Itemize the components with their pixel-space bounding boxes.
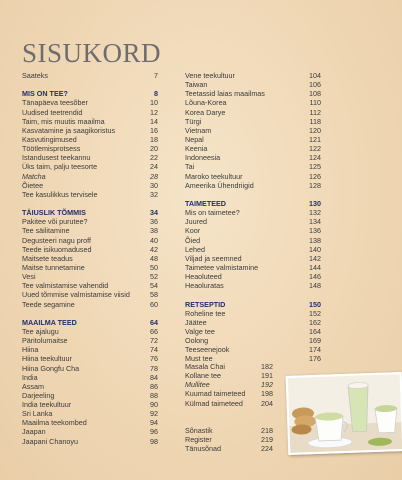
toc-entry-label: MAAILMA TEED xyxy=(22,317,77,327)
toc-entry-label: Jaapani Chanoyu xyxy=(22,436,78,446)
toc-entry-label: Uudised teetrendid xyxy=(22,107,83,117)
toc-entry-label: Roheline tee xyxy=(185,308,226,318)
toc-entry-label: Türgi xyxy=(185,116,202,126)
toc-entry-label: Saateks xyxy=(22,71,48,80)
toc-entry-page: 104 xyxy=(309,71,321,80)
toc-section-header[interactable] xyxy=(22,318,158,327)
matcha-drinks-photo xyxy=(286,372,402,455)
toc-entry-label: Mis on taimetee? xyxy=(185,208,240,218)
toc-entry-page: 92 xyxy=(150,409,158,419)
spacer xyxy=(22,80,158,89)
toc-entry-page: 90 xyxy=(150,400,158,410)
toc-entry-page: 66 xyxy=(150,326,158,336)
toc-entry[interactable] xyxy=(185,236,321,245)
toc-entry-page: 128 xyxy=(309,180,321,190)
toc-entry[interactable] xyxy=(185,126,321,135)
toc-entry-label: Teeseenejook xyxy=(185,345,230,355)
toc-entry[interactable] xyxy=(22,172,158,181)
toc-entry[interactable] xyxy=(185,172,321,181)
toc-entry[interactable] xyxy=(185,444,273,453)
toc-entry-page: 7 xyxy=(154,71,158,80)
toc-entry-page: 169 xyxy=(309,336,321,346)
toc-entry-page: 138 xyxy=(309,235,321,245)
toc-entry-page: 28 xyxy=(150,171,158,181)
toc-entry-label: Taimetee valmistamine xyxy=(185,262,259,272)
toc-entry-page: 182 xyxy=(261,362,273,371)
toc-entry-label: Pakitee või purutee? xyxy=(22,217,88,227)
toc-entry[interactable] xyxy=(22,126,158,135)
toc-column-right xyxy=(185,71,321,364)
toc-entry-page: 98 xyxy=(150,436,158,446)
toc-entry-label: Juured xyxy=(185,217,207,227)
toc-entry-page: 122 xyxy=(309,144,321,154)
spacer xyxy=(185,290,321,299)
toc-entry-page: 110 xyxy=(309,98,321,108)
toc-entry-page: 18 xyxy=(150,134,158,144)
toc-entry-label: Jäätee xyxy=(185,317,207,327)
toc-entry-page: 86 xyxy=(150,381,158,391)
toc-entry-page: 136 xyxy=(309,226,321,236)
toc-entry[interactable] xyxy=(185,245,321,254)
toc-entry-page: 20 xyxy=(150,144,158,154)
toc-entry[interactable] xyxy=(185,362,273,371)
toc-entry-label: Taim, mis muutis maailma xyxy=(22,116,105,126)
toc-entry[interactable] xyxy=(185,336,321,345)
toc-entry[interactable] xyxy=(22,300,158,309)
toc-entry-label: Tänusõnad xyxy=(185,444,221,454)
toc-entry[interactable] xyxy=(185,181,321,190)
toc-entry-label: Sri Lanka xyxy=(22,409,53,419)
toc-entry[interactable] xyxy=(22,217,158,226)
toc-entry-label: Keenia xyxy=(185,144,208,154)
toc-entry[interactable] xyxy=(185,327,321,336)
toc-entry[interactable] xyxy=(185,144,321,153)
toc-entry-page: 162 xyxy=(309,317,321,327)
toc-section-header[interactable] xyxy=(185,300,321,309)
toc-entry[interactable] xyxy=(22,245,158,254)
toc-entry[interactable] xyxy=(22,254,158,263)
toc-entry[interactable] xyxy=(22,98,158,107)
toc-section-header[interactable] xyxy=(185,199,321,208)
toc-entry-page: 78 xyxy=(150,363,158,373)
toc-section-header[interactable] xyxy=(22,89,158,98)
toc-entry[interactable] xyxy=(185,98,321,107)
toc-entry-label: Indoneesia xyxy=(185,153,221,163)
toc-entry-page: 40 xyxy=(150,235,158,245)
toc-entry-label: Matcha xyxy=(22,171,46,181)
toc-entry-page: 74 xyxy=(150,345,158,355)
toc-entry-label: Maailma teekombed xyxy=(22,418,87,428)
toc-entry[interactable] xyxy=(185,254,321,263)
toc-entry-page: 22 xyxy=(150,153,158,163)
toc-entry-label: Valge tee xyxy=(185,326,215,336)
toc-entry-page: 60 xyxy=(150,299,158,309)
toc-entry-page: 52 xyxy=(150,272,158,282)
page-title: SISUKORD xyxy=(22,38,162,68)
toc-entry-page: 96 xyxy=(150,427,158,437)
toc-entry-label: Teetassid laias maailmas xyxy=(185,89,265,99)
toc-entry-page: 164 xyxy=(309,326,321,336)
spacer xyxy=(22,309,158,318)
toc-entry-page: 148 xyxy=(309,281,321,291)
toc-entry-label: Päritolumaitse xyxy=(22,336,68,346)
toc-entry[interactable] xyxy=(185,426,273,435)
toc-entry-page: 106 xyxy=(309,80,321,90)
toc-entry-page: 118 xyxy=(309,116,321,126)
toc-entry[interactable] xyxy=(22,345,158,354)
toc-entry-label: Hiina teekultuur xyxy=(22,354,72,364)
toc-entry[interactable] xyxy=(185,89,321,98)
toc-entry-label: Vietnam xyxy=(185,125,212,135)
toc-entry-page: 134 xyxy=(309,217,321,227)
toc-entry-label: Tee valmistamise vahendid xyxy=(22,281,109,291)
toc-entry-page: 72 xyxy=(150,336,158,346)
toc-entry[interactable] xyxy=(22,373,158,382)
toc-entry-label: Uued tõmmise valmistamise viisid xyxy=(22,290,130,300)
toc-entry-label: Maroko teekultuur xyxy=(185,171,243,181)
toc-entry-page: 32 xyxy=(150,189,158,199)
toc-entry[interactable] xyxy=(185,226,321,235)
toc-entry[interactable] xyxy=(22,108,158,117)
toc-entry-label: Ameerika Ühendriigid xyxy=(185,180,254,190)
toc-entry-page: 112 xyxy=(309,107,321,117)
toc-entry-label: Oolong xyxy=(185,336,209,346)
toc-entry-label: Degusteeri nagu proff xyxy=(22,235,91,245)
toc-entry[interactable] xyxy=(22,117,158,126)
toc-entry-page: 140 xyxy=(309,244,321,254)
toc-entry[interactable] xyxy=(22,336,158,345)
toc-entry[interactable] xyxy=(185,263,321,272)
toc-entry[interactable] xyxy=(22,263,158,272)
toc-entry[interactable] xyxy=(22,144,158,153)
toc-column-left xyxy=(22,71,158,446)
toc-entry-page: 14 xyxy=(150,116,158,126)
toc-entry-label: Kuumad taimeteed xyxy=(185,389,246,399)
toc-entry-label: Taiwan xyxy=(185,80,208,90)
toc-entry-label: Heaoluratas xyxy=(185,281,224,291)
toc-entry-page: 120 xyxy=(309,125,321,135)
toc-entry-label: Assam xyxy=(22,381,44,391)
toc-entry-label: TAIMETEED xyxy=(185,198,226,208)
toc-entry-label: Tee kasulikkus tervisele xyxy=(22,189,98,199)
toc-entry-label: Tai xyxy=(185,162,195,172)
toc-entry-label: Külmad taimeteed xyxy=(185,398,243,408)
toc-entry-label: Istandusest teekannu xyxy=(22,153,91,163)
toc-entry[interactable] xyxy=(185,399,273,408)
toc-entry[interactable] xyxy=(185,162,321,171)
toc-entry-label: Teede isikuomadused xyxy=(22,244,92,254)
toc-entry[interactable] xyxy=(22,400,158,409)
toc-entry-page: 94 xyxy=(150,418,158,428)
toc-entry-label: Lõuna-Korea xyxy=(185,98,227,108)
toc-entry-page: 142 xyxy=(309,253,321,263)
toc-entry-label: Jaapan xyxy=(22,427,46,437)
toc-entry[interactable] xyxy=(185,380,273,389)
toc-entry-label: Must tee xyxy=(185,354,213,364)
toc-entry-label: Lehed xyxy=(185,244,205,254)
toc-entry-page: 88 xyxy=(150,390,158,400)
toc-entry-label: Kasvutingimused xyxy=(22,134,77,144)
toc-entry-page: 34 xyxy=(150,208,158,218)
toc-entry[interactable] xyxy=(22,135,158,144)
toc-entry-label: Viljad ja seemned xyxy=(185,253,242,263)
toc-entry[interactable] xyxy=(22,290,158,299)
toc-entry-label: Heaoluteed xyxy=(185,272,222,282)
toc-entry[interactable] xyxy=(22,236,158,245)
toc-entry[interactable] xyxy=(22,226,158,235)
toc-entry-page: 108 xyxy=(309,89,321,99)
toc-entry-page: 144 xyxy=(309,262,321,272)
toc-entry-page: 24 xyxy=(150,162,158,172)
toc-entry-page: 30 xyxy=(150,180,158,190)
toc-entry[interactable] xyxy=(185,371,273,380)
toc-entry-label: Kollane tee xyxy=(185,371,221,381)
toc-entry-page: 10 xyxy=(150,98,158,108)
toc-entry-label: Korea Darye xyxy=(185,107,226,117)
toc-entry-page: 198 xyxy=(261,389,273,399)
toc-entry-label: Õietee xyxy=(22,180,44,190)
toc-entry[interactable] xyxy=(22,190,158,199)
toc-entry[interactable] xyxy=(22,354,158,363)
toc-entry-label: Masala Chai xyxy=(185,362,225,371)
toc-entry-page: 8 xyxy=(154,89,158,99)
toc-entry[interactable] xyxy=(185,309,321,318)
toc-entry-page: 50 xyxy=(150,262,158,272)
toc-entry[interactable] xyxy=(22,272,158,281)
toc-entry[interactable] xyxy=(22,427,158,436)
toc-entry-label: India teekultuur xyxy=(22,400,72,410)
toc-entry-page: 12 xyxy=(150,107,158,117)
toc-entry-label: Sõnastik xyxy=(185,425,213,435)
toc-entry-page: 152 xyxy=(309,308,321,318)
toc-entry[interactable] xyxy=(185,345,321,354)
toc-entry-label: Maitse tunnetamine xyxy=(22,262,85,272)
toc-entry-label: Vesi xyxy=(22,272,36,282)
toc-entry[interactable] xyxy=(22,418,158,427)
toc-entry[interactable] xyxy=(185,435,273,444)
toc-entry[interactable] xyxy=(22,437,158,446)
toc-entry[interactable] xyxy=(22,281,158,290)
toc-entry-label: Register xyxy=(185,435,212,445)
toc-entry-page: 146 xyxy=(309,272,321,282)
toc-entry-page: 42 xyxy=(150,244,158,254)
toc-entry-label: Õied xyxy=(185,235,201,245)
spacer xyxy=(22,199,158,208)
toc-entry[interactable] xyxy=(22,162,158,171)
toc-entry[interactable] xyxy=(185,208,321,217)
toc-entry-label: TÄIUSLIK TÕMMIS xyxy=(22,208,86,218)
toc-entry-label: Koor xyxy=(185,226,201,236)
toc-entry[interactable] xyxy=(22,71,158,80)
toc-entry-page: 36 xyxy=(150,217,158,227)
toc-entry[interactable] xyxy=(185,108,321,117)
toc-entry-label: Teede segamine xyxy=(22,299,75,309)
toc-entry-page: 132 xyxy=(309,208,321,218)
toc-entry-page: 150 xyxy=(309,299,321,309)
toc-entry[interactable] xyxy=(22,409,158,418)
toc-entry[interactable] xyxy=(185,281,321,290)
toc-entry[interactable] xyxy=(185,80,321,89)
tea-cups-icon xyxy=(288,374,402,453)
toc-entry-page: 204 xyxy=(261,398,273,408)
toc-entry-label: Hiina xyxy=(22,345,39,355)
toc-entry[interactable] xyxy=(185,71,321,80)
toc-entry[interactable] xyxy=(185,153,321,162)
toc-entry-label: India xyxy=(22,372,38,382)
toc-entry-label: Nepal xyxy=(185,134,204,144)
toc-entry-page: 84 xyxy=(150,372,158,382)
toc-entry[interactable] xyxy=(22,181,158,190)
toc-entry[interactable] xyxy=(185,389,273,398)
toc-entry-page: 124 xyxy=(309,153,321,163)
toc-entry-page: 38 xyxy=(150,226,158,236)
toc-entry-label: Kasvatamine ja saagikoristus xyxy=(22,125,116,135)
toc-entry-label: Hiina Gongfu Cha xyxy=(22,363,80,373)
toc-entry[interactable] xyxy=(185,117,321,126)
toc-entry-label: Tee ajalugu xyxy=(22,326,59,336)
toc-entry-page: 48 xyxy=(150,253,158,263)
toc-entry-label: Maitsete teadus xyxy=(22,253,73,263)
toc-entry-page: 219 xyxy=(261,435,273,445)
toc-entry-page: 58 xyxy=(150,290,158,300)
toc-entry-label: Töötlemisprotsess xyxy=(22,144,81,154)
toc-entry-label: Mullitee xyxy=(185,380,210,390)
toc-entry-label: Tänapäeva teesõber xyxy=(22,98,88,108)
toc-entry-label: RETSEPTID xyxy=(185,299,226,309)
toc-entry-page: 126 xyxy=(309,171,321,181)
toc-entry-label: Tee säilitamine xyxy=(22,226,70,236)
toc-entry-page: 224 xyxy=(261,444,273,454)
toc-entry-page: 130 xyxy=(309,198,321,208)
toc-entry-page: 76 xyxy=(150,354,158,364)
toc-entry[interactable] xyxy=(185,217,321,226)
toc-entry[interactable] xyxy=(22,391,158,400)
toc-entry-page: 121 xyxy=(309,134,321,144)
toc-entry-page: 176 xyxy=(309,354,321,364)
toc-section-header[interactable] xyxy=(22,208,158,217)
toc-entry-page: 54 xyxy=(150,281,158,291)
toc-entry[interactable] xyxy=(22,153,158,162)
toc-entry-label: Darjeeling xyxy=(22,390,55,400)
toc-entry-page: 191 xyxy=(261,371,273,381)
toc-entry-page: 125 xyxy=(309,162,321,172)
toc-entry-label: Üks taim, palju teesorte xyxy=(22,162,98,172)
toc-entry[interactable] xyxy=(185,318,321,327)
spacer xyxy=(185,190,321,199)
toc-entry-page: 192 xyxy=(261,380,273,390)
toc-entry[interactable] xyxy=(22,382,158,391)
toc-entry[interactable] xyxy=(22,327,158,336)
toc-entry-page: 218 xyxy=(261,425,273,435)
toc-entry-page: 16 xyxy=(150,125,158,135)
toc-entry-page: 64 xyxy=(150,317,158,327)
toc-entry-label: Vene teekultuur xyxy=(185,71,235,80)
toc-entry[interactable] xyxy=(22,364,158,373)
toc-entry[interactable] xyxy=(185,272,321,281)
toc-entry-label: MIS ON TEE? xyxy=(22,89,68,99)
toc-entry[interactable] xyxy=(185,135,321,144)
toc-entry-page: 174 xyxy=(309,345,321,355)
